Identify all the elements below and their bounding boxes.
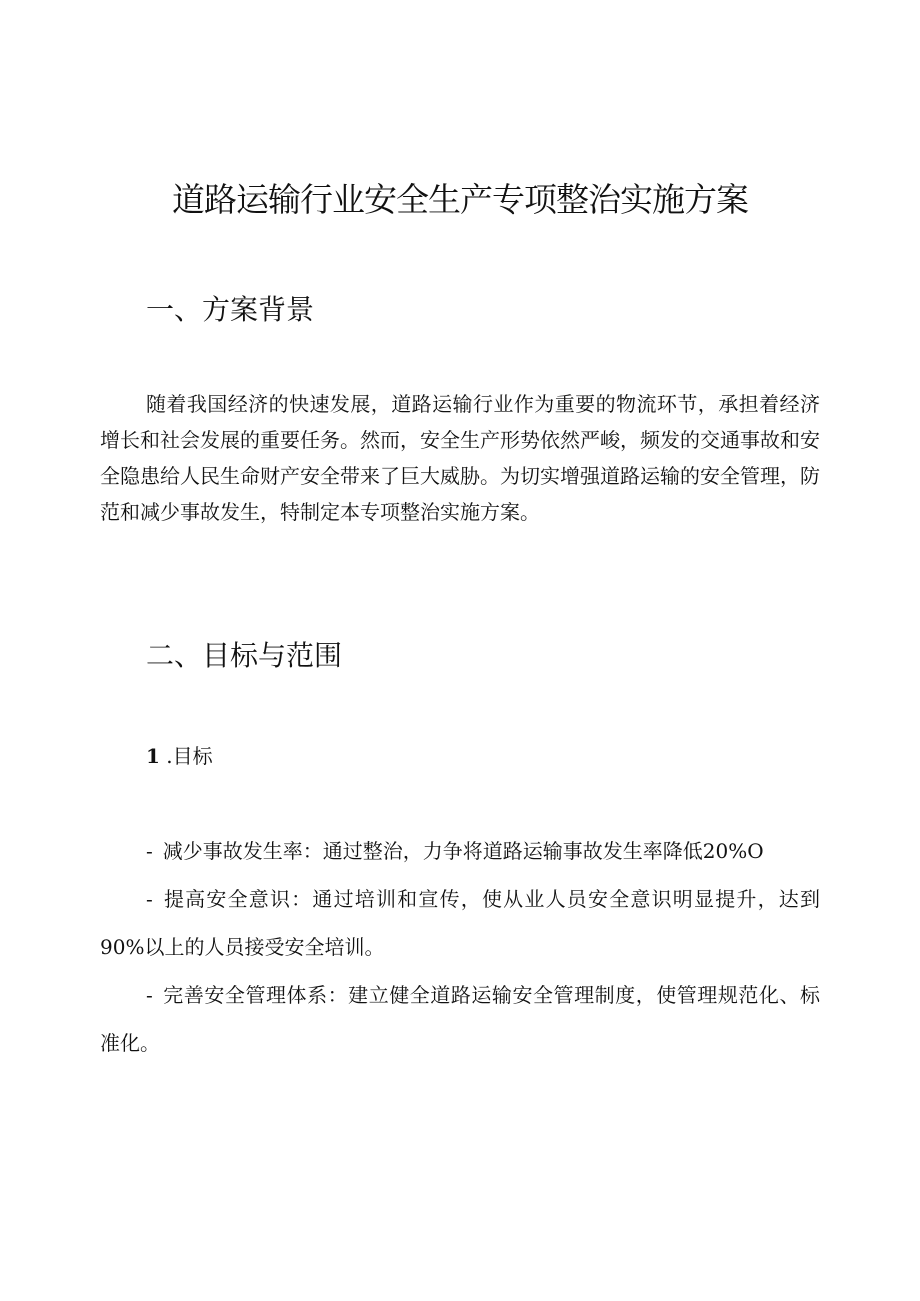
subsection-number: 1 [146, 744, 160, 768]
goal-item [100, 828, 820, 875]
goal-dash: - [146, 839, 153, 863]
goal-item [100, 971, 820, 1067]
goal-text: 完善安全管理体系：建立健全道路运输安全管理制度，使管理规范化、标准化。 [100, 983, 820, 1055]
subsection-label: .目标 [166, 744, 213, 768]
section-heading-goals-scope: 二、目标与范围 [146, 639, 343, 672]
goal-dash: - [146, 887, 153, 911]
section-heading-background: 一、方案背景 [146, 293, 315, 326]
subsection-goals [146, 738, 213, 774]
goal-text: 减少事故发生率：通过整治，力争将道路运输事故发生率降低20%O [162, 839, 764, 863]
goal-item [100, 875, 820, 971]
goals-list [100, 828, 820, 1067]
goal-text: 提高安全意识：通过培训和宣传，使从业人员安全意识明显提升，达到90%以上的人员接受安全培训。 [100, 887, 820, 959]
background-paragraph: 随着我国经济的快速发展，道路运输行业作为重要的物流环节，承担着经济增长和社会发展的重要任务。然而，安全生产形势依然严峻，频发的交通事故和安全隐患给人民生命财产安全带来了巨大威胁。为切实增强道路运输的安全管理，防范和减少事故发生，特制定本专项整治实施方案。 [100, 392, 820, 524]
goal-dash: - [146, 983, 153, 1007]
document-title: 道路运输行业安全生产专项整治实施方案 [172, 180, 748, 219]
